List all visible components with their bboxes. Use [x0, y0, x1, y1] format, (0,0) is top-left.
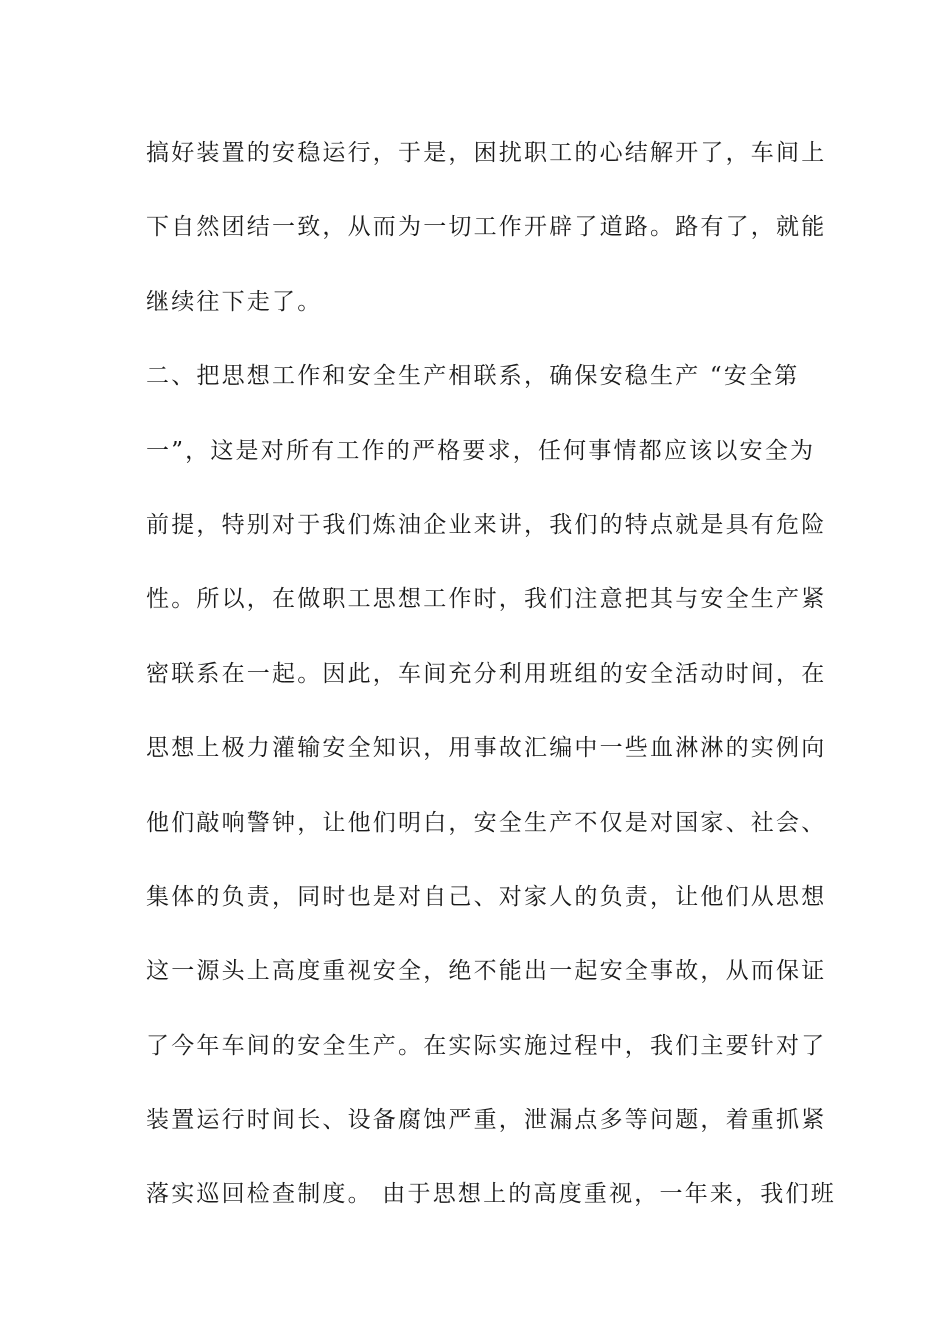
text-line: 他们敲响警钟，让他们明白，安全生产不仅是对国家、社会、 — [146, 809, 827, 836]
text-line: 继续往下走了。 — [146, 288, 323, 315]
text-line: 装置运行时间长、设备腐蚀严重，泄漏点多等问题，着重抓紧 — [146, 1107, 827, 1134]
text-line: 落实巡回检查制度。 由于思想上的高度重视，一年来，我们班 — [146, 1181, 836, 1208]
text-line: 前提，特别对于我们炼油企业来讲，我们的特点就是具有危险 — [146, 511, 827, 538]
text-line: 一”，这是对所有工作的严格要求，任何事情都应该以安全为 — [146, 437, 816, 464]
section-heading-line: 二、把思想工作和安全生产相联系，确保安稳生产 “安全第 — [146, 363, 800, 390]
text-line: 密联系在一起。因此，车间充分利用班组的安全活动时间，在 — [146, 660, 827, 687]
text-line: 性。所以，在做职工思想工作时，我们注意把其与安全生产紧 — [146, 586, 827, 613]
text-line: 搞好装置的安稳运行，于是，困扰职工的心结解开了，车间上 — [146, 140, 827, 166]
text-line: 下自然团结一致，从而为一切工作开辟了道路。路有了，就能 — [146, 214, 827, 241]
text-line: 思想上极力灌输安全知识，用事故汇编中一些血淋淋的实例向 — [146, 735, 827, 762]
text-line: 集体的负责，同时也是对自己、对家人的负责，让他们从思想 — [146, 883, 827, 910]
body-text — [146, 131, 836, 1247]
text-line: 了今年车间的安全生产。在实际实施过程中，我们主要针对了 — [146, 1032, 827, 1059]
text-line: 这一源头上高度重视安全，绝不能出一起安全事故，从而保证 — [146, 958, 827, 985]
